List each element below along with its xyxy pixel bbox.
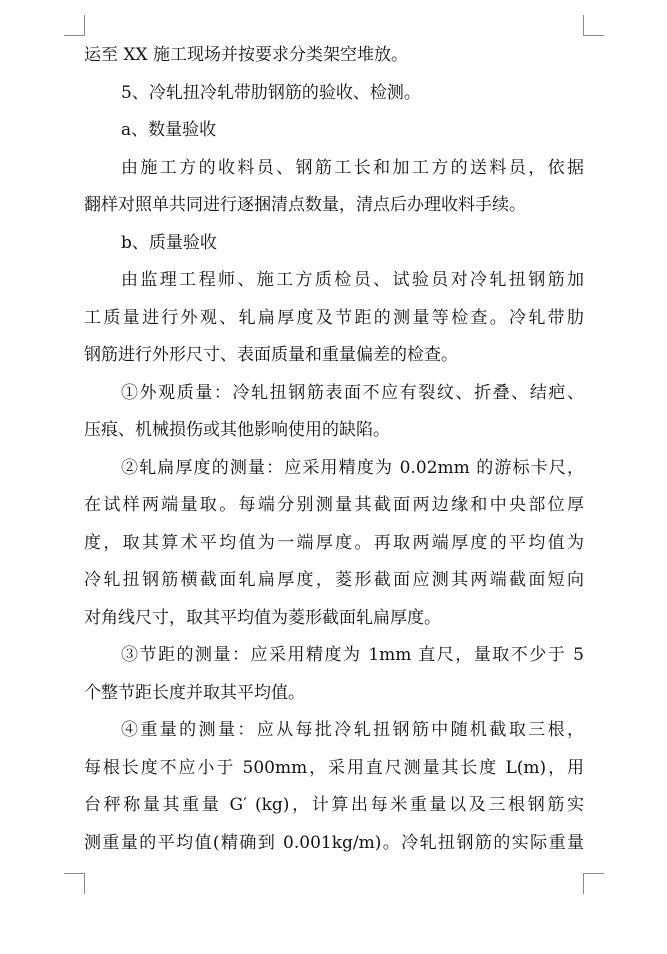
text-line: ①外观质量：冷轧扭钢筋表面不应有裂纹、折叠、结疤、: [121, 382, 584, 403]
text-line: 由监理工程师、施工方质检员、试验员对冷轧扭钢筋加: [121, 270, 584, 290]
text-line: 运至 XX 施工现场并按要求分类架空堆放。: [84, 45, 409, 65]
text-line: 工质量进行外观、轧扁厚度及节距的测量等检查。冷轧带肋: [84, 307, 584, 328]
text-line: 钢筋进行外形尺寸、表面质量和重量偏差的检查。: [84, 345, 458, 365]
text-line: 压痕、机械损伤或其他影响使用的缺陷。: [84, 420, 390, 440]
margin-mark-top-right: [583, 15, 604, 36]
text-line: ④重量的测量：应从每批冷轧扭钢筋中随机截取三根，: [121, 720, 584, 740]
margin-mark-top-left: [64, 15, 85, 36]
margin-mark-bottom-left: [64, 873, 85, 894]
subsection-heading: a、数量验收: [121, 120, 217, 140]
text-line: ③节距的测量：应采用精度为 1mm 直尺，量取不少于 5: [121, 645, 584, 665]
text-line: 个整节距长度并取其平均值。: [84, 682, 305, 703]
text-line: 在试样两端量取。每端分别测量其截面两边缘和中央部位厚: [84, 495, 584, 515]
text-line: 台秤称量其重量 G′ (kg)，计算出每米重量以及三根钢筋实: [84, 795, 584, 815]
document-body: [84, 37, 584, 862]
text-line: 测重量的平均值(精确到 0.001kg/m)。冷轧扭钢筋的实际重量: [84, 832, 584, 853]
margin-mark-bottom-right: [583, 873, 604, 894]
text-line: 冷轧扭钢筋横截面轧扁厚度，菱形截面应测其两端截面短向: [84, 570, 584, 590]
text-line: 对角线尺寸，取其平均值为菱形截面轧扁厚度。: [84, 607, 441, 628]
text-line: ②轧扁厚度的测量：应采用精度为 0.02mm 的游标卡尺，: [121, 457, 584, 478]
text-line: 度，取其算术平均值为一端厚度。再取两端厚度的平均值为: [84, 532, 584, 553]
text-line: 每根长度不应小于 500mm，采用直尺测量其长度 L(m)，用: [84, 757, 584, 778]
section-heading: 5、冷轧扭冷轧带肋钢筋的验收、检测。: [121, 82, 421, 103]
text-line: 由施工方的收料员、钢筋工长和加工方的送料员，依据: [121, 157, 584, 178]
subsection-heading: b、质量验收: [121, 232, 217, 253]
text-line: 翻样对照单共同进行逐捆清点数量，清点后办理收料手续。: [84, 195, 526, 215]
